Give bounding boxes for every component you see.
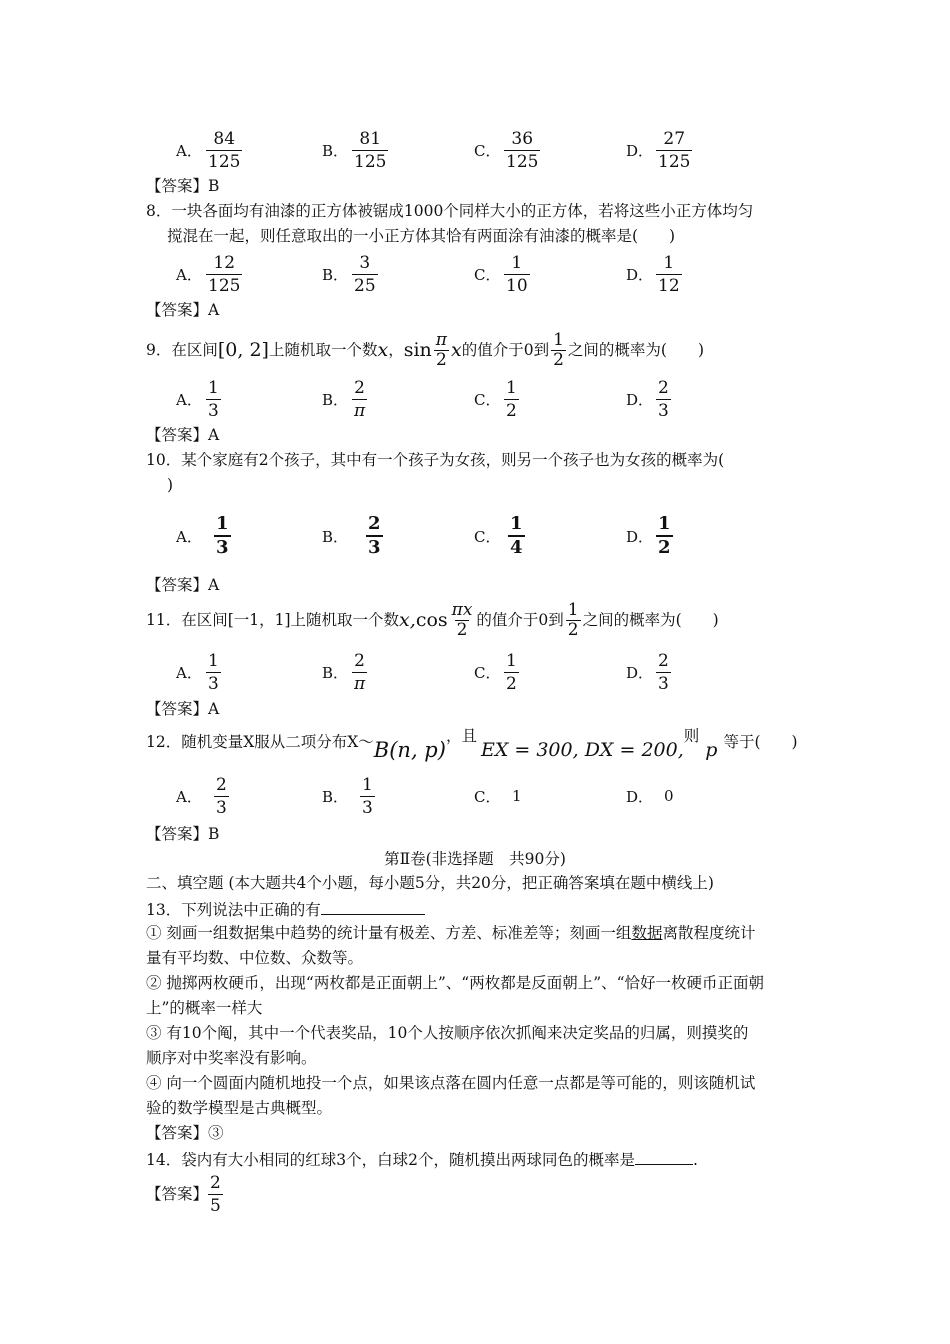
- q9-option-a: A． $\frac{1}{3}$: [176, 377, 219, 421]
- q7-option-a: A． $\frac{84}{125}$: [176, 128, 241, 172]
- q13-statement-2-cont: 上”的概率一样大: [146, 999, 263, 1017]
- q9-answer: 【答案】A: [146, 426, 220, 444]
- q7-option-b: B． $\frac{81}{125}$: [322, 128, 387, 172]
- q9-option-b: B． $\frac{2}{\pi}$: [322, 377, 366, 421]
- q11-options: [176, 648, 736, 696]
- q8-stem-line1: 8．一块各面均有油漆的正方体被锯成1000个同样大小的正方体，若将这些小正方体均匀: [146, 202, 754, 220]
- q9-option-c: C． $\frac{1}{2}$: [474, 377, 517, 421]
- q14-stem: 14．袋内有大小相同的红球3个，白球2个，随机摸出两球同色的概率是 .: [146, 1148, 698, 1170]
- q8-answer: 【答案】A: [146, 301, 220, 319]
- q13-statement-3: ③ 有10个阄，其中一个代表奖品，10个人按顺序依次抓阄来决定奖品的归属，则摸奖的: [146, 1024, 749, 1042]
- q11-option-d: D． $\frac{2}{3}$: [626, 650, 669, 694]
- q9-option-d: D． $\frac{2}{3}$: [626, 377, 669, 421]
- q7-options: [176, 126, 736, 174]
- q12-options: [176, 772, 736, 820]
- q10-stem-line1: 10．某个家庭有2个孩子，其中有一个孩子为女孩，则另一个孩子也为女孩的概率为(: [146, 451, 725, 469]
- q10-option-a: A． $\frac{1}{3}$: [176, 513, 229, 558]
- q12-answer: 【答案】B: [146, 825, 220, 843]
- q12-option-d: D． 0: [626, 787, 674, 806]
- q12-option-c: C． 1: [474, 787, 522, 806]
- q8-option-b: B． $\frac{3}{25}$: [322, 252, 376, 296]
- q10-answer: 【答案】A: [146, 576, 220, 594]
- q13-statement-2: ② 抛掷两枚硬币，出现“两枚都是正面朝上”、“两枚都是反面朝上”、“恰好一枚硬币正面朝: [146, 974, 765, 992]
- part2-title: 第Ⅱ卷(非选择题 共90分): [384, 850, 566, 868]
- q8-options: [176, 250, 736, 298]
- q7-option-d: D． $\frac{27}{125}$: [626, 128, 691, 172]
- section-heading: 二、填空题 (本大题共4个小题，每小题5分，共20分，把正确答案填在题中横线上): [146, 874, 714, 892]
- q8-option-c: C． $\frac{1}{10}$: [474, 252, 528, 296]
- q8-option-a: A． $\frac{12}{125}$: [176, 252, 241, 296]
- q14-blank: [635, 1148, 693, 1165]
- q13-statement-4: ④ 向一个圆面内随机地投一个点，如果该点落在圆内任意一点都是等可能的，则该随机试: [146, 1074, 756, 1092]
- q12-option-a: A． $\frac{2}{3}$: [176, 774, 227, 818]
- q13-stem: 13．下列说法中正确的有: [146, 898, 425, 920]
- q10-stem-line2: ): [167, 476, 174, 494]
- q13-statement-1: ① 刻画一组数据集中趋势的统计量有极差、方差、标准差等；刻画一组数据离散程度统计: [146, 924, 756, 942]
- q11-stem: 11．在区间[一1，1]上随机取一个数 x, cos $\frac{\pi x}{2}$ 的值介于0到 $\frac{1}{2}$ 之间的概率为( ): [146, 599, 719, 640]
- q13-statement-4-cont: 验的数学模型是古典概型。: [146, 1099, 333, 1117]
- q10-option-b: B． $\frac{2}{3}$: [322, 513, 381, 558]
- q9-stem: 9．在区间 [0, 2] 上随机取一个数 x ， sin $\frac{\pi}{2}$ x 的值介于0到 $\frac{1}{2}$ 之间的概率为( ): [146, 329, 705, 370]
- q12-option-b: B． $\frac{1}{3}$: [322, 774, 373, 818]
- q13-blank: [321, 898, 425, 915]
- q13-statement-1-cont: 量有平均数、中位数、众数等。: [146, 949, 364, 967]
- q11-option-c: C． $\frac{1}{2}$: [474, 650, 517, 694]
- q7-answer: 【答案】B: [146, 177, 220, 195]
- q8-option-d: D． $\frac{1}{12}$: [626, 252, 680, 296]
- q11-option-b: B． $\frac{2}{\pi}$: [322, 650, 366, 694]
- q11-option-a: A． $\frac{1}{3}$: [176, 650, 219, 694]
- q13-statement-3-cont: 顺序对中奖率没有影响。: [146, 1049, 317, 1067]
- q14-answer: 【答案】 $\frac{2}{5}$: [146, 1172, 221, 1216]
- q9-options: [176, 375, 736, 423]
- q11-answer: 【答案】A: [146, 700, 220, 718]
- q7-option-c: C． $\frac{36}{125}$: [474, 128, 539, 172]
- q10-option-c: C． $\frac{1}{4}$: [474, 513, 523, 558]
- q8-stem-line2: 搅混在一起，则任意取出的一小正方体其恰有两面涂有油漆的概率是( ): [167, 227, 676, 245]
- q10-options: [176, 512, 736, 560]
- q12-stem: 12．随机变量X服从二项分布X～ B(n, p) ，且 EX = 300, DX = 200, 则 p 等于( ): [146, 727, 798, 762]
- q13-answer: 【答案】③: [146, 1124, 224, 1142]
- q10-option-d: D． $\frac{1}{2}$: [626, 513, 671, 558]
